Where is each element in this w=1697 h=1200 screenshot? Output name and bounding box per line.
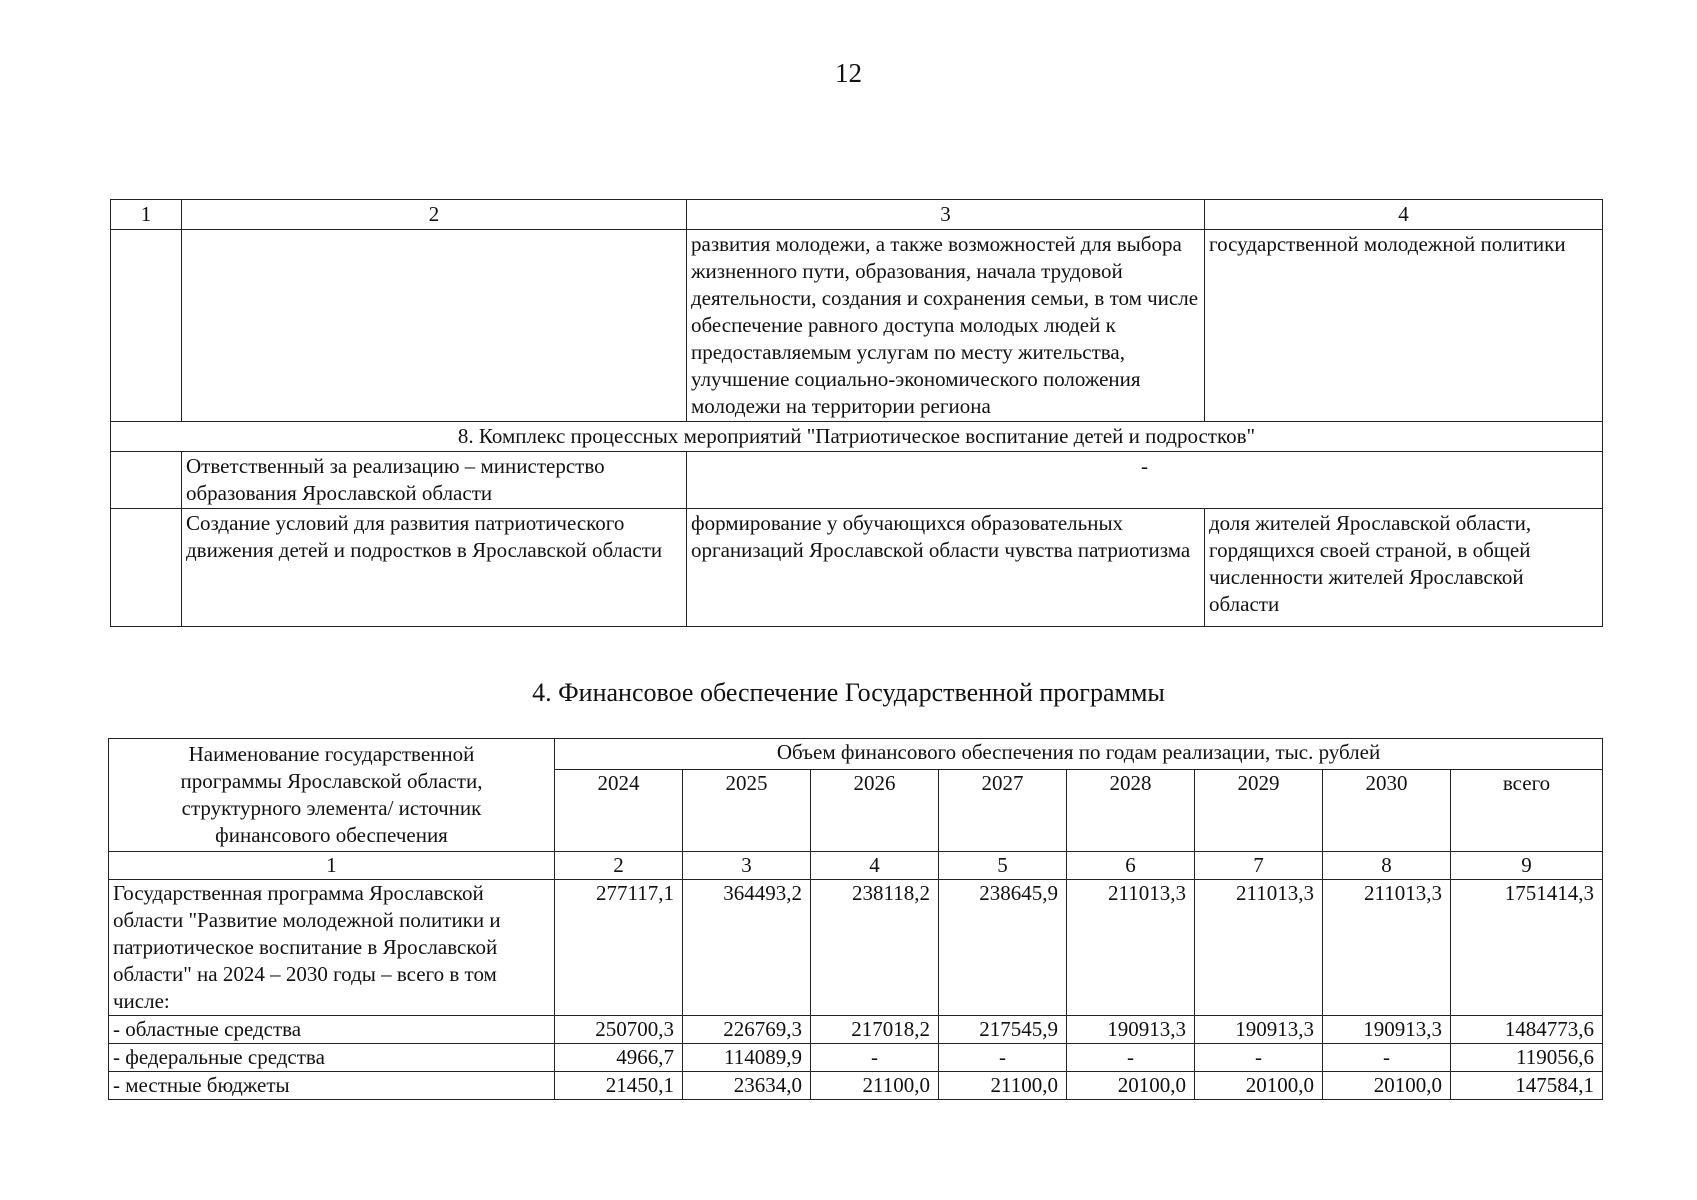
- indicator-cell: доля жителей Ярославской области, гордящихся своей страной, в общей численности жителей Ярославской области: [1205, 509, 1603, 627]
- column-number-row: [109, 852, 1603, 880]
- value-cell: 364493,2: [683, 880, 811, 1016]
- table-row: [109, 1072, 1603, 1100]
- col-number: 4: [811, 852, 939, 880]
- total-cell: 1751414,3: [1451, 880, 1603, 1016]
- section-row: [111, 422, 1603, 452]
- col-number: 3: [683, 852, 811, 880]
- value-cell: 21100,0: [811, 1072, 939, 1100]
- col-number: 9: [1451, 852, 1603, 880]
- table-cell: [182, 230, 687, 422]
- value-cell: 20100,0: [1067, 1072, 1195, 1100]
- col-number: 2: [182, 200, 687, 230]
- value-cell: -: [939, 1044, 1067, 1072]
- table-header-row: [109, 739, 1603, 770]
- total-cell: 119056,6: [1451, 1044, 1603, 1072]
- table-row: [109, 1016, 1603, 1044]
- result-cell: формирование у обучающихся образовательных организаций Ярославской области чувства патриотизма: [687, 509, 1205, 627]
- table-row: [111, 230, 1603, 422]
- year-header: 2028: [1067, 770, 1195, 852]
- value-cell: 211013,3: [1067, 880, 1195, 1016]
- source-name: - местные бюджеты: [109, 1072, 555, 1100]
- table-header-row: [111, 200, 1603, 230]
- year-header: 2030: [1323, 770, 1451, 852]
- col-number: 2: [555, 852, 683, 880]
- page-number: 12: [835, 58, 862, 88]
- value-cell: 211013,3: [1195, 880, 1323, 1016]
- financing-table: [108, 738, 1603, 1100]
- value-cell: 217545,9: [939, 1016, 1067, 1044]
- col-number: 6: [1067, 852, 1195, 880]
- value-cell: 238645,9: [939, 880, 1067, 1016]
- value-cell: 277117,1: [555, 880, 683, 1016]
- value-cell: -: [811, 1044, 939, 1072]
- col-number: 1: [109, 852, 555, 880]
- table-row: [111, 509, 1603, 627]
- col-number: 7: [1195, 852, 1323, 880]
- task-cell: Создание условий для развития патриотического движения детей и подростков в Ярославской области: [182, 509, 687, 627]
- value-cell: 226769,3: [683, 1016, 811, 1044]
- year-header: 2024: [555, 770, 683, 852]
- col-number: 5: [939, 852, 1067, 880]
- table-row: [111, 452, 1603, 509]
- year-header: 2027: [939, 770, 1067, 852]
- value-cell: 21450,1: [555, 1072, 683, 1100]
- total-cell: 1484773,6: [1451, 1016, 1603, 1044]
- table-cell: [111, 230, 182, 422]
- col-number: 4: [1205, 200, 1603, 230]
- value-cell: 23634,0: [683, 1072, 811, 1100]
- value-cell: 190913,3: [1195, 1016, 1323, 1044]
- table-cell: государственной молодежной политики: [1205, 230, 1603, 422]
- table-row: [109, 1044, 1603, 1072]
- value-cell: 114089,9: [683, 1044, 811, 1072]
- value-cell: -: [1067, 1044, 1195, 1072]
- table-cell: развития молодежи, а также возможностей для выбора жизненного пути, образования, начала трудовой деятельности, создания и сохранения семьи, в том числе обеспечение равного доступа молодых людей к предоставляемым услугам по месту жительства, улучшение социально-экономического положения молодежи на территории региона: [687, 230, 1205, 422]
- program-name: Государственная программа Ярославской области "Развитие молодежной политики и патриотическое воспитание в Ярославской области" на 2024 – 2030 годы – всего в том числе:: [109, 880, 555, 1016]
- value-cell: -: [1323, 1044, 1451, 1072]
- col-number: 3: [687, 200, 1205, 230]
- value-cell: 211013,3: [1323, 880, 1451, 1016]
- section-title: 8. Комплекс процессных мероприятий "Патриотическое воспитание детей и подростков": [111, 422, 1603, 452]
- value-cell: 21100,0: [939, 1072, 1067, 1100]
- table-cell: -: [687, 452, 1603, 509]
- year-header: 2025: [683, 770, 811, 852]
- col-number: 8: [1323, 852, 1451, 880]
- source-name: - областные средства: [109, 1016, 555, 1044]
- table-cell: [111, 509, 182, 627]
- value-cell: 217018,2: [811, 1016, 939, 1044]
- total-header: всего: [1451, 770, 1603, 852]
- value-cell: 20100,0: [1323, 1072, 1451, 1100]
- table-cell: [111, 452, 182, 509]
- value-cell: 4966,7: [555, 1044, 683, 1072]
- objectives-table: [110, 199, 1603, 627]
- responsible-cell: Ответственный за реализацию – министерство образования Ярославской области: [182, 452, 687, 509]
- year-header: 2029: [1195, 770, 1323, 852]
- value-cell: 238118,2: [811, 880, 939, 1016]
- section-heading: 4. Финансовое обеспечение Государственной программы: [532, 678, 1165, 707]
- volume-header: Объем финансового обеспечения по годам реализации, тыс. рублей: [555, 739, 1603, 770]
- value-cell: 190913,3: [1067, 1016, 1195, 1044]
- source-name: - федеральные средства: [109, 1044, 555, 1072]
- name-header: Наименование государственной программы Ярославской области, структурного элемента/ источник финансового обеспечения: [109, 739, 555, 852]
- value-cell: 20100,0: [1195, 1072, 1323, 1100]
- table-row: [109, 880, 1603, 1016]
- total-cell: 147584,1: [1451, 1072, 1603, 1100]
- year-header: 2026: [811, 770, 939, 852]
- value-cell: -: [1195, 1044, 1323, 1072]
- col-number: 1: [111, 200, 182, 230]
- value-cell: 190913,3: [1323, 1016, 1451, 1044]
- value-cell: 250700,3: [555, 1016, 683, 1044]
